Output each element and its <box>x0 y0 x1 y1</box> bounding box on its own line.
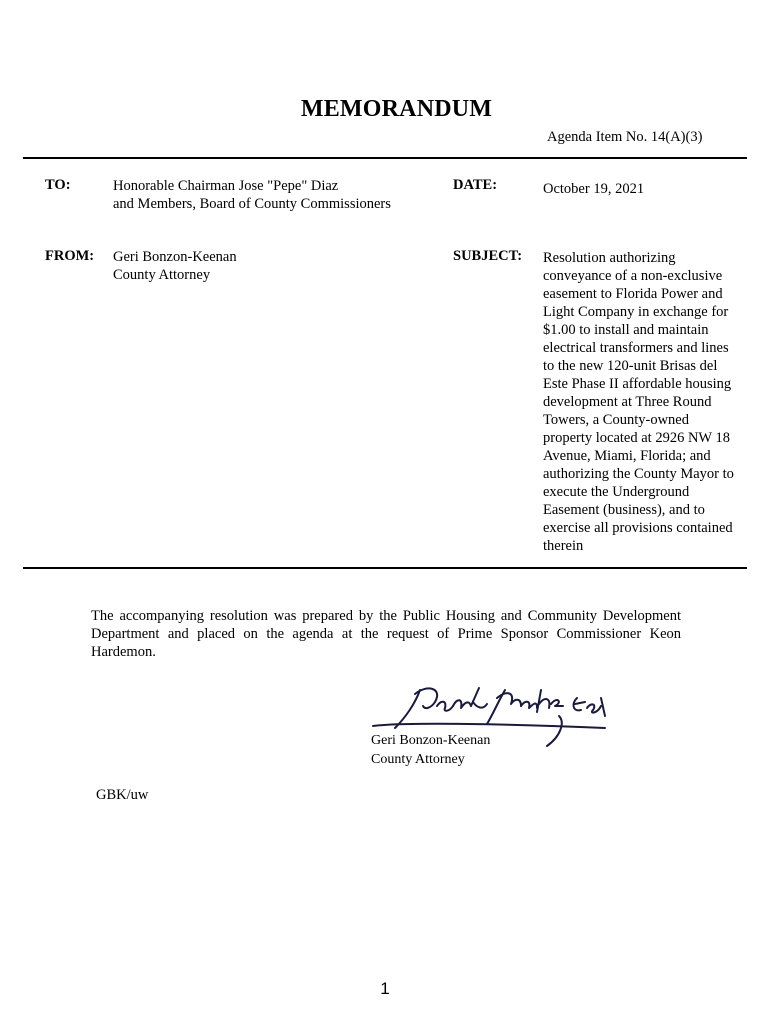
signature-block <box>371 731 490 769</box>
to-line-1: Honorable Chairman Jose "Pepe" Diaz <box>113 178 339 194</box>
to-recipient <box>113 177 391 213</box>
subject-divider <box>23 567 747 569</box>
signer-title: County Attorney <box>371 752 465 767</box>
subject-line: execute the Underground <box>543 484 690 500</box>
header-divider <box>23 157 747 159</box>
date-value: October 19, 2021 <box>543 181 645 197</box>
page-number: 1 <box>380 979 390 998</box>
subject-line: Resolution authorizing <box>543 250 676 266</box>
to-label: TO: <box>45 177 71 193</box>
subject-text <box>543 249 748 555</box>
date-label: DATE: <box>453 177 498 193</box>
subject-line: therein <box>543 538 584 554</box>
from-label: FROM: <box>45 248 95 264</box>
initials-reference: GBK/uw <box>96 787 149 803</box>
agenda-item-number: Agenda Item No. 14(A)(3) <box>547 129 703 145</box>
memo-title: MEMORANDUM <box>300 96 493 122</box>
subject-line: exercise all provisions contained <box>543 520 733 536</box>
memo-body-paragraph: The accompanying resolution was prepared by the Public Housing and Community Development Department and placed on the agenda at the request of Prime Sponsor Commissioner Keon Hardemon. <box>91 608 681 660</box>
subject-line: conveyance of a non-exclusive <box>543 268 723 284</box>
subject-line: development at Three Round <box>543 394 712 410</box>
from-line-1: Geri Bonzon-Keenan <box>113 249 237 265</box>
subject-line: Avenue, Miami, Florida; and <box>543 448 711 464</box>
subject-line: Towers, a County-owned <box>543 412 689 428</box>
from-sender <box>113 248 237 284</box>
to-line-2: and Members, Board of County Commissioners <box>113 196 391 212</box>
subject-line: Este Phase II affordable housing <box>543 376 732 392</box>
subject-line: $1.00 to install and maintain <box>543 322 709 338</box>
subject-line: authorizing the County Mayor to <box>543 466 734 482</box>
signer-name: Geri Bonzon-Keenan <box>371 733 491 748</box>
subject-line: Easement (business), and to <box>543 502 705 518</box>
subject-label: SUBJECT: <box>453 248 523 264</box>
subject-line: electrical transformers and lines <box>543 340 729 356</box>
from-line-2: County Attorney <box>113 267 211 283</box>
subject-line: property located at 2926 NW 18 <box>543 430 730 446</box>
subject-line: easement to Florida Power and <box>543 286 723 302</box>
subject-line: to the new 120-unit Brisas del <box>543 358 718 374</box>
subject-line: Light Company in exchange for <box>543 304 729 320</box>
